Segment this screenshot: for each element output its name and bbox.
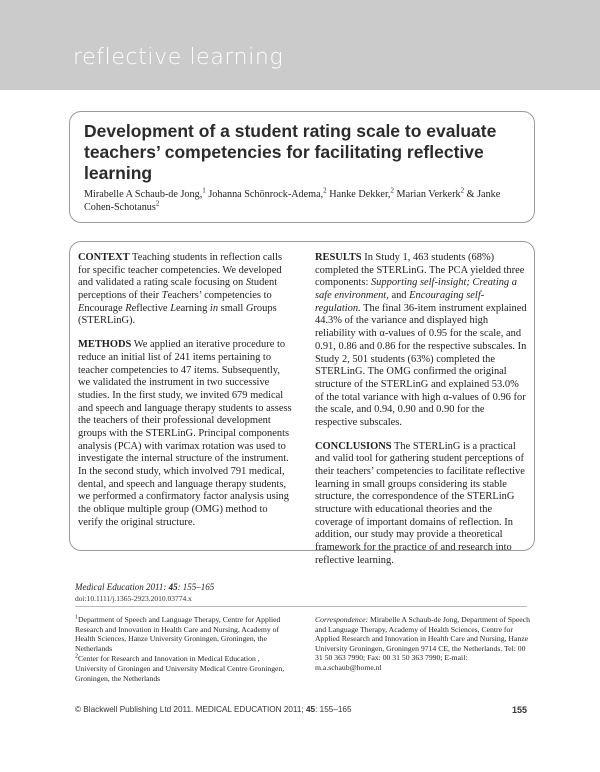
author-name: Marian Verkerk [396,189,461,200]
abstract-conclusions: CONCLUSIONS The STERLinG is a practical and valid tool for gathering student perceptions of their teachers’ competencies to facilitate reflective learning in small groups considering its stable structure, the correspondence of the STERLinG structure with educational theories and the coverage of important domains of reflection. In addition, our study may provide a theoretical framework for the practice of and research into reflective learning. [315,440,525,566]
author-name: Hanke Dekker, [329,189,391,200]
journal-citation: Medical Education 2011: 45: 155–165 [75,582,215,592]
author-affiliation-mark: 2 [323,186,327,195]
author-affiliation-mark: 2 [155,199,160,208]
results-heading: RESULTS [315,252,362,263]
abstract-context: CONTEXT Teaching students in reflection calls for specific teacher competencies. We developed and validated a rating scale focusing on Student perceptions of their Teachers’ competencies to Encourage Reflective Learning in small Groups (STERLinG). [78,252,283,327]
abstract-left-column [78,252,292,540]
page-footer [75,705,527,714]
methods-heading: METHODS [78,339,132,351]
section-label: reflective learning [73,45,284,70]
author-name: Mirabelle A Schaub-de Jong, [84,189,203,200]
author-affiliation-mark: 1 [202,186,206,195]
author-name: Johanna Schönrock-Adema, [208,189,324,200]
conclusions-heading: CONCLUSIONS [315,440,392,452]
affiliation-1: $^1$Department of Speech and Language Therapy, Centre for Applied Research and Innovation in Health Care and Nursing, Academy of Health Sciences, Hanze University Groningen, Groningen, the Netherlands [75,614,281,653]
doi-link[interactable]: doi:10.1111/j.1365-2923.2010.03774.x [75,594,192,603]
affiliation-2: $^2$Center for Research and Innovation in Medical Education , University of Groningen and University Medical Centre Groningen, Groningen, the Netherlands [75,653,285,683]
correspondence-text: Mirabelle A Schaub-de Jong, Department of Speech and Language Therapy, Academy of Health Sciences, Centre for Applied Research and Innovation in Health Care and Nursing, Hanze University Groningen, Groningen 9714 CE, the Netherlands. Tel: 00 31 50 363 7990; Fax: 00 31 50 363 7990; E-mail: m.a.schaub@home.nl [315,615,530,672]
correspondence-label: Correspondence: [315,615,369,624]
author-name: & Janke Cohen-Schotanus [84,189,501,213]
affiliations [75,615,290,684]
abstract-right-column [315,252,529,579]
abstract-results: RESULTS In Study 1, 463 students (68%) completed the STERLinG. The PCA yielded three components: Supporting self-insight; Creating a safe environment, and Encouraging self-regulation. The final 36-item instrument explained 44.3% of the variance and displayed high reliability with α-values of 0.95 for the scale, and 0.91, 0.86 and 0.86 for the respective subscales. In Study 2, 501 students (63%) completed the STERLinG. The OMG confirmed the original structure of the STERLinG and explained 53.0% of the total variance with high α-values of 0.96 for the scale, and 0.94, 0.90 and 0.90 for the respective subscales. [315,252,527,428]
article-title: Development of a student rating scale to evaluate teachers’ competencies for facilitating reflective learning [84,121,497,183]
correspondence [315,615,530,674]
page-number: 155 [511,705,527,715]
divider [75,606,527,607]
author-list [84,186,524,214]
context-heading: CONTEXT [78,252,130,263]
author-affiliation-mark: 2 [460,186,465,195]
copyright: © Blackwell Publishing Ltd 2011. MEDICAL EDUCATION 2011; 45: 155–165 [75,705,352,714]
abstract-methods: METHODS We applied an iterative procedure to reduce an initial list of 241 items pertaining to teacher competencies to 47 items. Subsequently, we validated the instrument in two successive studies. In the first study, we invited 679 medical and speech and language therapy students to assess the teachers of their professional development groups with the STERLinG. Principal components analysis (PCA) with varimax rotation was used to investigate the internal structure of the instrument. In the second study, which involved 791 medical, dental, and speech and language therapy students, we performed a confirmatory factor analysis using the oblique multiple group (OMG) method to verify the original structure. [78,339,292,528]
author-affiliation-mark: 2 [390,186,394,195]
